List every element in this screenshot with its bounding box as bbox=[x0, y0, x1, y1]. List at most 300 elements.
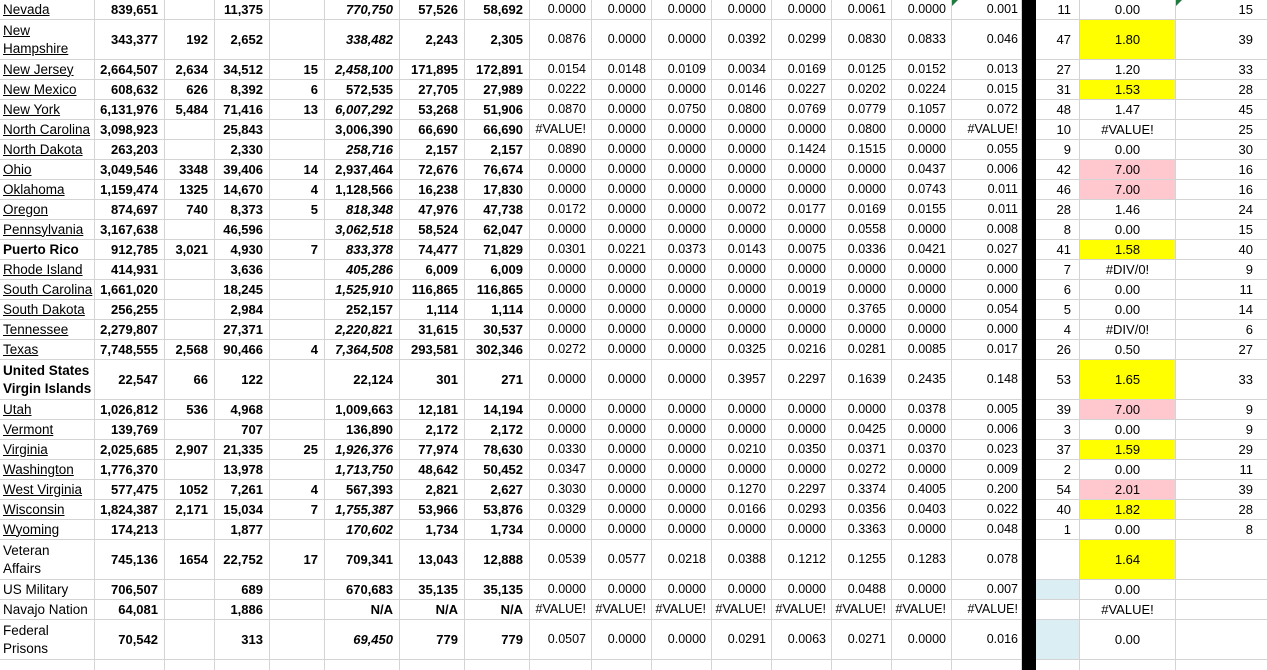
cell-ratio-4[interactable]: 0.0000 bbox=[712, 320, 772, 340]
cell-ratio-5[interactable]: 0.0000 bbox=[772, 0, 832, 20]
cell-ratio-2[interactable]: 0.0000 bbox=[592, 120, 652, 140]
cell-empty[interactable] bbox=[1080, 660, 1176, 670]
cell-col-d[interactable]: 4,930 bbox=[215, 240, 270, 260]
cell-col-g[interactable]: 48,642 bbox=[400, 460, 465, 480]
cell-col-c[interactable]: 1325 bbox=[165, 180, 215, 200]
cell-col-g[interactable]: 74,477 bbox=[400, 240, 465, 260]
cell-ratio-7[interactable]: 0.4005 bbox=[892, 480, 952, 500]
cell-ratio-1[interactable]: 0.0000 bbox=[530, 420, 592, 440]
cell-ratio-6[interactable]: 0.3374 bbox=[832, 480, 892, 500]
cell-state-name[interactable]: US Military bbox=[0, 580, 95, 600]
cell-col-s[interactable] bbox=[1176, 620, 1268, 660]
cell-ratio-8[interactable]: 0.078 bbox=[952, 540, 1022, 580]
cell-ratio-7[interactable]: 0.0403 bbox=[892, 500, 952, 520]
cell-ratio-1[interactable]: 0.0330 bbox=[530, 440, 592, 460]
cell-ratio-1[interactable]: 0.0876 bbox=[530, 20, 592, 60]
cell-col-e[interactable]: 6 bbox=[270, 80, 325, 100]
cell-col-b[interactable]: 1,159,474 bbox=[95, 180, 165, 200]
cell-col-d[interactable]: 15,034 bbox=[215, 500, 270, 520]
cell-ratio-2[interactable]: 0.0000 bbox=[592, 80, 652, 100]
cell-col-q[interactable]: 9 bbox=[1036, 140, 1080, 160]
cell-col-q[interactable]: 31 bbox=[1036, 80, 1080, 100]
cell-col-r[interactable]: #VALUE! bbox=[1080, 120, 1176, 140]
cell-ratio-8[interactable]: 0.072 bbox=[952, 100, 1022, 120]
cell-col-g[interactable]: 2,821 bbox=[400, 480, 465, 500]
cell-ratio-4[interactable]: 0.0000 bbox=[712, 120, 772, 140]
cell-col-d[interactable]: 7,261 bbox=[215, 480, 270, 500]
cell-ratio-3[interactable]: 0.0000 bbox=[652, 400, 712, 420]
cell-ratio-2[interactable]: 0.0000 bbox=[592, 140, 652, 160]
cell-ratio-1[interactable]: 0.0222 bbox=[530, 80, 592, 100]
cell-col-h[interactable]: 47,738 bbox=[465, 200, 530, 220]
cell-state-name[interactable]: Puerto Rico bbox=[0, 240, 95, 260]
cell-col-h[interactable]: 58,692 bbox=[465, 0, 530, 20]
cell-col-b[interactable]: 263,203 bbox=[95, 140, 165, 160]
cell-col-f[interactable]: 252,157 bbox=[325, 300, 400, 320]
cell-ratio-5[interactable]: #VALUE! bbox=[772, 600, 832, 620]
cell-col-c[interactable]: 2,171 bbox=[165, 500, 215, 520]
cell-col-h[interactable]: 50,452 bbox=[465, 460, 530, 480]
cell-col-f[interactable]: 170,602 bbox=[325, 520, 400, 540]
cell-col-b[interactable]: 22,547 bbox=[95, 360, 165, 400]
cell-col-d[interactable]: 313 bbox=[215, 620, 270, 660]
cell-col-s[interactable] bbox=[1176, 540, 1268, 580]
cell-ratio-7[interactable]: 0.2435 bbox=[892, 360, 952, 400]
cell-col-q[interactable] bbox=[1036, 580, 1080, 600]
cell-ratio-3[interactable]: 0.0218 bbox=[652, 540, 712, 580]
cell-col-d[interactable]: 707 bbox=[215, 420, 270, 440]
cell-col-h[interactable]: N/A bbox=[465, 600, 530, 620]
cell-col-s[interactable]: 11 bbox=[1176, 280, 1268, 300]
cell-ratio-2[interactable]: 0.0000 bbox=[592, 360, 652, 400]
cell-col-c[interactable]: 740 bbox=[165, 200, 215, 220]
cell-col-f[interactable]: 833,378 bbox=[325, 240, 400, 260]
cell-col-b[interactable]: 874,697 bbox=[95, 200, 165, 220]
cell-ratio-4[interactable]: 0.0000 bbox=[712, 460, 772, 480]
cell-col-h[interactable]: 14,194 bbox=[465, 400, 530, 420]
cell-col-g[interactable]: 116,865 bbox=[400, 280, 465, 300]
cell-ratio-1[interactable]: 0.0000 bbox=[530, 180, 592, 200]
cell-col-c[interactable]: 2,907 bbox=[165, 440, 215, 460]
cell-ratio-6[interactable]: 0.1639 bbox=[832, 360, 892, 400]
cell-ratio-1[interactable]: 0.0000 bbox=[530, 220, 592, 240]
cell-ratio-3[interactable]: 0.0000 bbox=[652, 520, 712, 540]
cell-col-d[interactable]: 18,245 bbox=[215, 280, 270, 300]
cell-col-c[interactable]: 536 bbox=[165, 400, 215, 420]
cell-col-g[interactable]: 72,676 bbox=[400, 160, 465, 180]
cell-ratio-3[interactable]: 0.0000 bbox=[652, 160, 712, 180]
cell-state-name[interactable]: West Virginia bbox=[0, 480, 95, 500]
cell-col-e[interactable] bbox=[270, 420, 325, 440]
cell-col-b[interactable]: 2,025,685 bbox=[95, 440, 165, 460]
cell-col-r[interactable]: 0.00 bbox=[1080, 520, 1176, 540]
cell-ratio-7[interactable]: 0.0378 bbox=[892, 400, 952, 420]
cell-state-name[interactable]: New Hampshire bbox=[0, 20, 95, 60]
cell-ratio-7[interactable]: 0.0370 bbox=[892, 440, 952, 460]
cell-col-b[interactable]: 608,632 bbox=[95, 80, 165, 100]
cell-col-q[interactable]: 5 bbox=[1036, 300, 1080, 320]
cell-col-d[interactable]: 8,392 bbox=[215, 80, 270, 100]
cell-state-name[interactable]: Ohio bbox=[0, 160, 95, 180]
cell-ratio-2[interactable]: 0.0221 bbox=[592, 240, 652, 260]
cell-ratio-7[interactable]: 0.0000 bbox=[892, 620, 952, 660]
cell-ratio-1[interactable]: 0.0000 bbox=[530, 160, 592, 180]
cell-col-b[interactable]: 745,136 bbox=[95, 540, 165, 580]
cell-col-h[interactable]: 1,734 bbox=[465, 520, 530, 540]
cell-ratio-5[interactable]: 0.0000 bbox=[772, 420, 832, 440]
cell-col-q[interactable]: 4 bbox=[1036, 320, 1080, 340]
cell-ratio-2[interactable]: 0.0000 bbox=[592, 220, 652, 240]
cell-col-b[interactable]: 2,279,807 bbox=[95, 320, 165, 340]
cell-col-b[interactable]: 577,475 bbox=[95, 480, 165, 500]
cell-ratio-6[interactable]: 0.0779 bbox=[832, 100, 892, 120]
cell-ratio-1[interactable]: 0.0000 bbox=[530, 580, 592, 600]
cell-col-c[interactable] bbox=[165, 140, 215, 160]
cell-ratio-3[interactable]: 0.0000 bbox=[652, 580, 712, 600]
cell-col-e[interactable] bbox=[270, 460, 325, 480]
cell-ratio-4[interactable]: 0.0000 bbox=[712, 420, 772, 440]
cell-col-d[interactable]: 90,466 bbox=[215, 340, 270, 360]
cell-state-name[interactable]: United States Virgin Islands bbox=[0, 360, 95, 400]
cell-col-f[interactable]: 136,890 bbox=[325, 420, 400, 440]
cell-ratio-6[interactable]: 0.0000 bbox=[832, 180, 892, 200]
cell-col-c[interactable] bbox=[165, 280, 215, 300]
cell-col-g[interactable]: 47,976 bbox=[400, 200, 465, 220]
cell-ratio-5[interactable]: 0.0000 bbox=[772, 400, 832, 420]
cell-ratio-5[interactable]: 0.2297 bbox=[772, 360, 832, 400]
cell-ratio-8[interactable]: 0.000 bbox=[952, 260, 1022, 280]
cell-ratio-1[interactable]: 0.0172 bbox=[530, 200, 592, 220]
cell-col-g[interactable]: 53,268 bbox=[400, 100, 465, 120]
cell-col-g[interactable]: 57,526 bbox=[400, 0, 465, 20]
cell-col-f[interactable]: 1,713,750 bbox=[325, 460, 400, 480]
cell-col-b[interactable]: 414,931 bbox=[95, 260, 165, 280]
cell-col-f[interactable]: 2,937,464 bbox=[325, 160, 400, 180]
cell-ratio-2[interactable]: 0.0000 bbox=[592, 460, 652, 480]
cell-ratio-6[interactable]: 0.0271 bbox=[832, 620, 892, 660]
cell-ratio-2[interactable]: 0.0000 bbox=[592, 440, 652, 460]
cell-ratio-1[interactable]: 0.3030 bbox=[530, 480, 592, 500]
cell-state-name[interactable]: Oregon bbox=[0, 200, 95, 220]
cell-ratio-1[interactable]: 0.0000 bbox=[530, 280, 592, 300]
cell-state-name[interactable]: Utah bbox=[0, 400, 95, 420]
cell-col-b[interactable]: 174,213 bbox=[95, 520, 165, 540]
cell-col-h[interactable]: 53,876 bbox=[465, 500, 530, 520]
cell-ratio-3[interactable]: 0.0000 bbox=[652, 480, 712, 500]
cell-col-q[interactable] bbox=[1036, 540, 1080, 580]
cell-col-q[interactable]: 7 bbox=[1036, 260, 1080, 280]
cell-ratio-3[interactable]: 0.0000 bbox=[652, 80, 712, 100]
cell-col-h[interactable]: 116,865 bbox=[465, 280, 530, 300]
cell-col-r[interactable]: 7.00 bbox=[1080, 180, 1176, 200]
cell-ratio-6[interactable]: 0.0371 bbox=[832, 440, 892, 460]
cell-ratio-7[interactable]: 0.0000 bbox=[892, 0, 952, 20]
cell-ratio-8[interactable]: 0.006 bbox=[952, 420, 1022, 440]
cell-ratio-8[interactable]: #VALUE! bbox=[952, 120, 1022, 140]
cell-col-h[interactable]: 66,690 bbox=[465, 120, 530, 140]
cell-col-s[interactable]: 15 bbox=[1176, 220, 1268, 240]
cell-ratio-5[interactable]: 0.0299 bbox=[772, 20, 832, 60]
cell-ratio-5[interactable]: 0.0169 bbox=[772, 60, 832, 80]
cell-col-s[interactable]: 39 bbox=[1176, 480, 1268, 500]
cell-col-c[interactable] bbox=[165, 520, 215, 540]
cell-ratio-7[interactable]: 0.0085 bbox=[892, 340, 952, 360]
cell-col-c[interactable]: 2,634 bbox=[165, 60, 215, 80]
cell-empty[interactable] bbox=[1036, 660, 1080, 670]
cell-empty[interactable] bbox=[165, 660, 215, 670]
cell-empty[interactable] bbox=[400, 660, 465, 670]
cell-col-s[interactable]: 29 bbox=[1176, 440, 1268, 460]
cell-col-h[interactable]: 62,047 bbox=[465, 220, 530, 240]
cell-ratio-7[interactable]: 0.0224 bbox=[892, 80, 952, 100]
cell-col-b[interactable]: 3,167,638 bbox=[95, 220, 165, 240]
cell-empty[interactable] bbox=[652, 660, 712, 670]
cell-ratio-8[interactable]: #VALUE! bbox=[952, 600, 1022, 620]
cell-ratio-8[interactable]: 0.000 bbox=[952, 280, 1022, 300]
cell-col-r[interactable]: 1.80 bbox=[1080, 20, 1176, 60]
cell-col-d[interactable]: 3,636 bbox=[215, 260, 270, 280]
cell-ratio-3[interactable]: 0.0000 bbox=[652, 340, 712, 360]
cell-ratio-7[interactable]: 0.0000 bbox=[892, 320, 952, 340]
cell-col-r[interactable]: 1.47 bbox=[1080, 100, 1176, 120]
cell-ratio-6[interactable]: 0.0425 bbox=[832, 420, 892, 440]
cell-col-q[interactable] bbox=[1036, 600, 1080, 620]
cell-ratio-4[interactable]: 0.0000 bbox=[712, 260, 772, 280]
cell-ratio-6[interactable]: 0.0169 bbox=[832, 200, 892, 220]
cell-col-g[interactable]: 77,974 bbox=[400, 440, 465, 460]
cell-ratio-3[interactable]: 0.0000 bbox=[652, 120, 712, 140]
cell-col-q[interactable]: 39 bbox=[1036, 400, 1080, 420]
cell-ratio-5[interactable]: 0.0350 bbox=[772, 440, 832, 460]
cell-col-g[interactable]: 53,966 bbox=[400, 500, 465, 520]
cell-ratio-3[interactable]: 0.0109 bbox=[652, 60, 712, 80]
cell-col-b[interactable]: 1,026,812 bbox=[95, 400, 165, 420]
cell-ratio-2[interactable]: 0.0000 bbox=[592, 520, 652, 540]
cell-ratio-7[interactable]: 0.0000 bbox=[892, 120, 952, 140]
cell-ratio-8[interactable]: 0.009 bbox=[952, 460, 1022, 480]
cell-col-e[interactable] bbox=[270, 600, 325, 620]
cell-ratio-4[interactable]: 0.0000 bbox=[712, 160, 772, 180]
cell-ratio-3[interactable]: #VALUE! bbox=[652, 600, 712, 620]
cell-col-f[interactable]: 3,062,518 bbox=[325, 220, 400, 240]
cell-ratio-1[interactable]: 0.0272 bbox=[530, 340, 592, 360]
cell-col-e[interactable]: 13 bbox=[270, 100, 325, 120]
cell-ratio-4[interactable]: 0.0000 bbox=[712, 580, 772, 600]
cell-ratio-8[interactable]: 0.001 bbox=[952, 0, 1022, 20]
cell-ratio-6[interactable]: 0.3765 bbox=[832, 300, 892, 320]
cell-ratio-4[interactable]: 0.0291 bbox=[712, 620, 772, 660]
cell-state-name[interactable]: Navajo Nation bbox=[0, 600, 95, 620]
cell-ratio-7[interactable]: 0.0421 bbox=[892, 240, 952, 260]
cell-col-e[interactable] bbox=[270, 580, 325, 600]
cell-ratio-8[interactable]: 0.008 bbox=[952, 220, 1022, 240]
cell-col-d[interactable]: 25,843 bbox=[215, 120, 270, 140]
cell-col-b[interactable]: 7,748,555 bbox=[95, 340, 165, 360]
cell-col-g[interactable]: 2,157 bbox=[400, 140, 465, 160]
cell-col-q[interactable]: 26 bbox=[1036, 340, 1080, 360]
cell-ratio-3[interactable]: 0.0000 bbox=[652, 440, 712, 460]
cell-ratio-5[interactable]: 0.1212 bbox=[772, 540, 832, 580]
cell-ratio-2[interactable]: 0.0000 bbox=[592, 400, 652, 420]
cell-ratio-7[interactable]: 0.0000 bbox=[892, 420, 952, 440]
cell-col-d[interactable]: 11,375 bbox=[215, 0, 270, 20]
cell-ratio-1[interactable]: 0.0000 bbox=[530, 260, 592, 280]
cell-col-q[interactable]: 48 bbox=[1036, 100, 1080, 120]
cell-ratio-8[interactable]: 0.046 bbox=[952, 20, 1022, 60]
cell-ratio-4[interactable]: 0.0210 bbox=[712, 440, 772, 460]
cell-col-r[interactable]: 1.20 bbox=[1080, 60, 1176, 80]
cell-ratio-3[interactable]: 0.0000 bbox=[652, 500, 712, 520]
cell-ratio-2[interactable]: 0.0000 bbox=[592, 580, 652, 600]
cell-ratio-1[interactable]: 0.0539 bbox=[530, 540, 592, 580]
cell-col-r[interactable]: 0.00 bbox=[1080, 140, 1176, 160]
cell-col-b[interactable]: 1,824,387 bbox=[95, 500, 165, 520]
cell-col-r[interactable]: 0.00 bbox=[1080, 280, 1176, 300]
cell-col-d[interactable]: 71,416 bbox=[215, 100, 270, 120]
cell-ratio-3[interactable]: 0.0000 bbox=[652, 200, 712, 220]
cell-col-r[interactable]: 0.00 bbox=[1080, 220, 1176, 240]
cell-ratio-4[interactable]: 0.0034 bbox=[712, 60, 772, 80]
cell-col-s[interactable]: 6 bbox=[1176, 320, 1268, 340]
cell-col-r[interactable]: 0.00 bbox=[1080, 300, 1176, 320]
cell-col-e[interactable] bbox=[270, 120, 325, 140]
cell-state-name[interactable]: Nevada bbox=[0, 0, 95, 20]
cell-ratio-1[interactable]: 0.0870 bbox=[530, 100, 592, 120]
cell-ratio-5[interactable]: 0.1424 bbox=[772, 140, 832, 160]
cell-empty[interactable] bbox=[215, 660, 270, 670]
cell-col-e[interactable] bbox=[270, 400, 325, 420]
cell-ratio-2[interactable]: 0.0000 bbox=[592, 180, 652, 200]
cell-col-h[interactable]: 12,888 bbox=[465, 540, 530, 580]
cell-col-f[interactable]: 1,525,910 bbox=[325, 280, 400, 300]
cell-state-name[interactable]: South Dakota bbox=[0, 300, 95, 320]
cell-col-r[interactable]: 0.00 bbox=[1080, 420, 1176, 440]
cell-col-g[interactable]: 301 bbox=[400, 360, 465, 400]
cell-col-h[interactable]: 6,009 bbox=[465, 260, 530, 280]
cell-col-r[interactable]: 0.50 bbox=[1080, 340, 1176, 360]
cell-col-s[interactable]: 15 bbox=[1176, 0, 1268, 20]
cell-col-c[interactable] bbox=[165, 580, 215, 600]
cell-col-q[interactable]: 41 bbox=[1036, 240, 1080, 260]
cell-col-f[interactable]: 2,458,100 bbox=[325, 60, 400, 80]
cell-ratio-5[interactable]: 0.0000 bbox=[772, 580, 832, 600]
cell-col-q[interactable]: 53 bbox=[1036, 360, 1080, 400]
cell-ratio-5[interactable]: 0.0227 bbox=[772, 80, 832, 100]
cell-col-d[interactable]: 27,371 bbox=[215, 320, 270, 340]
cell-ratio-3[interactable]: 0.0000 bbox=[652, 300, 712, 320]
cell-ratio-4[interactable]: 0.0146 bbox=[712, 80, 772, 100]
cell-ratio-2[interactable]: 0.0000 bbox=[592, 620, 652, 660]
cell-ratio-6[interactable]: 0.0202 bbox=[832, 80, 892, 100]
cell-col-f[interactable]: 818,348 bbox=[325, 200, 400, 220]
cell-state-name[interactable]: New Mexico bbox=[0, 80, 95, 100]
cell-col-b[interactable]: 912,785 bbox=[95, 240, 165, 260]
cell-col-h[interactable]: 35,135 bbox=[465, 580, 530, 600]
cell-state-name[interactable]: Rhode Island bbox=[0, 260, 95, 280]
cell-col-e[interactable] bbox=[270, 140, 325, 160]
cell-state-name[interactable]: North Dakota bbox=[0, 140, 95, 160]
cell-col-d[interactable]: 2,330 bbox=[215, 140, 270, 160]
cell-ratio-1[interactable]: 0.0000 bbox=[530, 320, 592, 340]
cell-col-r[interactable]: 1.82 bbox=[1080, 500, 1176, 520]
cell-ratio-8[interactable]: 0.007 bbox=[952, 580, 1022, 600]
cell-col-s[interactable]: 9 bbox=[1176, 420, 1268, 440]
cell-ratio-7[interactable]: 0.0000 bbox=[892, 280, 952, 300]
cell-col-d[interactable]: 8,373 bbox=[215, 200, 270, 220]
cell-ratio-7[interactable]: 0.0000 bbox=[892, 460, 952, 480]
cell-col-q[interactable]: 27 bbox=[1036, 60, 1080, 80]
cell-col-b[interactable]: 3,098,923 bbox=[95, 120, 165, 140]
cell-col-f[interactable]: 1,755,387 bbox=[325, 500, 400, 520]
cell-empty[interactable] bbox=[0, 660, 95, 670]
cell-col-f[interactable]: 1,128,566 bbox=[325, 180, 400, 200]
cell-col-d[interactable]: 34,512 bbox=[215, 60, 270, 80]
cell-col-h[interactable]: 17,830 bbox=[465, 180, 530, 200]
cell-col-r[interactable]: 0.00 bbox=[1080, 460, 1176, 480]
cell-col-s[interactable]: 30 bbox=[1176, 140, 1268, 160]
cell-col-g[interactable]: 58,524 bbox=[400, 220, 465, 240]
cell-col-s[interactable]: 28 bbox=[1176, 500, 1268, 520]
cell-col-g[interactable]: 16,238 bbox=[400, 180, 465, 200]
cell-ratio-5[interactable]: 0.0000 bbox=[772, 120, 832, 140]
cell-col-g[interactable]: 35,135 bbox=[400, 580, 465, 600]
cell-col-s[interactable]: 27 bbox=[1176, 340, 1268, 360]
cell-ratio-3[interactable]: 0.0373 bbox=[652, 240, 712, 260]
cell-col-s[interactable]: 45 bbox=[1176, 100, 1268, 120]
cell-ratio-6[interactable]: 0.1255 bbox=[832, 540, 892, 580]
cell-state-name[interactable]: South Carolina bbox=[0, 280, 95, 300]
cell-col-e[interactable]: 17 bbox=[270, 540, 325, 580]
cell-state-name[interactable]: New Jersey bbox=[0, 60, 95, 80]
cell-col-b[interactable]: 1,661,020 bbox=[95, 280, 165, 300]
cell-ratio-7[interactable]: 0.1283 bbox=[892, 540, 952, 580]
cell-col-b[interactable]: 706,507 bbox=[95, 580, 165, 600]
cell-state-name[interactable]: North Carolina bbox=[0, 120, 95, 140]
cell-col-d[interactable]: 21,335 bbox=[215, 440, 270, 460]
cell-col-r[interactable]: #DIV/0! bbox=[1080, 260, 1176, 280]
cell-col-q[interactable]: 1 bbox=[1036, 520, 1080, 540]
cell-col-g[interactable]: 2,243 bbox=[400, 20, 465, 60]
cell-col-b[interactable]: 6,131,976 bbox=[95, 100, 165, 120]
cell-ratio-7[interactable]: 0.0000 bbox=[892, 580, 952, 600]
cell-ratio-2[interactable]: 0.0000 bbox=[592, 160, 652, 180]
cell-col-s[interactable]: 28 bbox=[1176, 80, 1268, 100]
cell-ratio-7[interactable]: #VALUE! bbox=[892, 600, 952, 620]
cell-col-r[interactable]: 1.53 bbox=[1080, 80, 1176, 100]
cell-ratio-1[interactable]: 0.0000 bbox=[530, 360, 592, 400]
cell-state-name[interactable]: Washington bbox=[0, 460, 95, 480]
cell-ratio-3[interactable]: 0.0000 bbox=[652, 20, 712, 60]
cell-ratio-5[interactable]: 0.0000 bbox=[772, 460, 832, 480]
cell-col-r[interactable]: 1.59 bbox=[1080, 440, 1176, 460]
cell-ratio-8[interactable]: 0.013 bbox=[952, 60, 1022, 80]
cell-col-q[interactable]: 47 bbox=[1036, 20, 1080, 60]
cell-col-c[interactable]: 3,021 bbox=[165, 240, 215, 260]
cell-ratio-6[interactable]: 0.0000 bbox=[832, 160, 892, 180]
cell-ratio-7[interactable]: 0.0000 bbox=[892, 300, 952, 320]
cell-ratio-6[interactable]: 0.3363 bbox=[832, 520, 892, 540]
cell-col-r[interactable]: 0.00 bbox=[1080, 620, 1176, 660]
cell-col-q[interactable]: 2 bbox=[1036, 460, 1080, 480]
cell-empty[interactable] bbox=[465, 660, 530, 670]
cell-ratio-2[interactable]: 0.0000 bbox=[592, 300, 652, 320]
cell-col-f[interactable]: 770,750 bbox=[325, 0, 400, 20]
cell-ratio-8[interactable]: 0.016 bbox=[952, 620, 1022, 660]
cell-col-r[interactable]: 0.00 bbox=[1080, 0, 1176, 20]
cell-col-f[interactable]: 22,124 bbox=[325, 360, 400, 400]
cell-col-h[interactable]: 51,906 bbox=[465, 100, 530, 120]
cell-state-name[interactable]: Wyoming bbox=[0, 520, 95, 540]
